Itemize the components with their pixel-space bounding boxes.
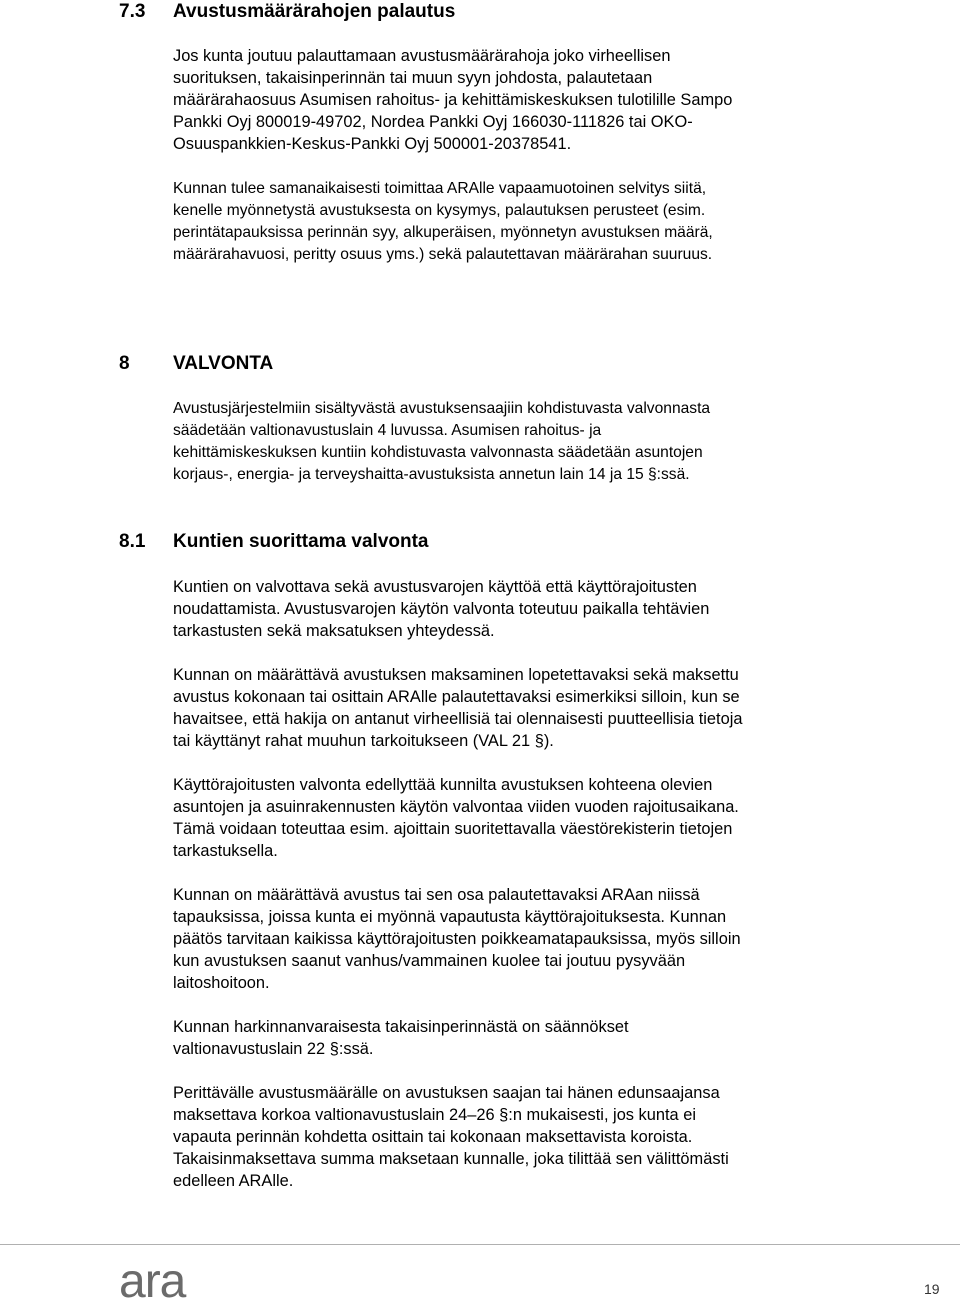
section-number: 7.3	[119, 1, 146, 22]
section-7-3-paragraph-1: Jos kunta joutuu palauttamaan avustusmäärärahoja joko virheellisen suorituksen, takaisinperinnän tai muun syyn johdosta, palautetaan määrärahaosuus Asumisen rahoitus- ja kehittämiskeskuksen tulotilille Sampo Pankki Oyj 800019-49702, Nordea Pankki Oyj 166030-111826 tai OKO- Osuuspankkien-Keskus-Pankki Oyj 500001-20378541.	[173, 47, 733, 153]
section-8-1-paragraph-2: Kunnan on määrättävä avustuksen maksaminen lopetettavaksi sekä maksettu avustus kokonaan tai osittain ARAlle palautettavaksi esimerkiksi silloin, kun se havaitsee, että hakija on antanut virheellisiä tai olennaisesti puutteellisia tietoja tai käyttänyt rahat muuhun tarkoitukseen (VAL 21 §).	[173, 666, 743, 750]
section-8-1-paragraph-6: Perittävälle avustusmäärälle on avustuksen saajan tai hänen edunsaajansa maksettava korkoa valtionavustuslain 24–26 §:n mukaisesti, jos kunta ei vapauta perinnän kohdetta osittain tai kokonaan maksettavista koroista. Takaisinmaksettava summa maksetaan kunnalle, joka tilittää sen välittömästi edelleen ARAlle.	[173, 1084, 729, 1190]
section-8-1-paragraph-4: Kunnan on määrättävä avustus tai sen osa palautettavaksi ARAan niissä tapauksissa, joissa kunta ei myönnä vapautusta käyttörajoituksesta. Kunnan päätös tarvitaan kaikissa käyttörajoitusten poikkeamatapauksissa, myös silloin kun avustuksen saanut vanhus/vammainen kuolee tai joutuu pysyvään laitoshoitoon.	[173, 886, 741, 992]
section-title: Kuntien suorittama valvonta	[173, 531, 429, 552]
section-title: Avustusmäärärahojen palautus	[173, 1, 456, 22]
section-8-1-paragraph-5: Kunnan harkinnanvaraisesta takaisinperinnästä on säännökset valtionavustuslain 22 §:ssä.	[173, 1018, 629, 1058]
section-8-heading	[119, 352, 273, 376]
section-8-1-paragraph-3: Käyttörajoitusten valvonta edellyttää kunnilta avustuksen kohteena olevien asuntojen ja asuinrakennusten käytön valvontaa viiden vuoden rajoitusaikana. Tämä voidaan toteuttaa esim. ajoittain suoritettavalla väestörekisterin tietojen tarkastuksella.	[173, 776, 739, 860]
footer-divider	[0, 1244, 960, 1245]
section-8-1-heading	[119, 530, 429, 554]
section-number: 8.1	[119, 531, 146, 552]
section-number: 8	[119, 353, 130, 374]
page-number: 19	[924, 1281, 940, 1297]
ara-logo: ara	[119, 1255, 186, 1308]
section-8-1-paragraph-1: Kuntien on valvottava sekä avustusvarojen käyttöä että käyttörajoitusten noudattamista. Avustusvarojen käytön valvonta toteutuu paikalla tehtävien tarkastusten sekä maksatuksen yhteydessä.	[173, 578, 710, 640]
section-7-3-paragraph-2: Kunnan tulee samanaikaisesti toimittaa ARAlle vapaamuotoinen selvitys siitä, kenelle myönnetystä avustuksesta on kysymys, palautuksen perusteet (esim. perintätapauksissa perinnän syy, alkuperäisen, myönnetyn avustuksen määrä, määrärahavuosi, peritty osuus yms.) sekä palautettavan määrärahan suuruus.	[173, 180, 713, 263]
section-7-3-heading	[119, 0, 455, 24]
section-8-paragraph-1: Avustusjärjestelmiin sisältyvästä avustuksensaajiin kohdistuvasta valvonnasta säädetään valtionavustuslain 4 luvussa. Asumisen rahoitus- ja kehittämiskeskuksen kuntiin kohdistuvasta valvonnasta säädetään asuntojen korjaus-, energia- ja terveyshaitta-avustuksista annetun lain 14 ja 15 §:ssä.	[173, 400, 711, 483]
section-title: VALVONTA	[173, 353, 274, 374]
